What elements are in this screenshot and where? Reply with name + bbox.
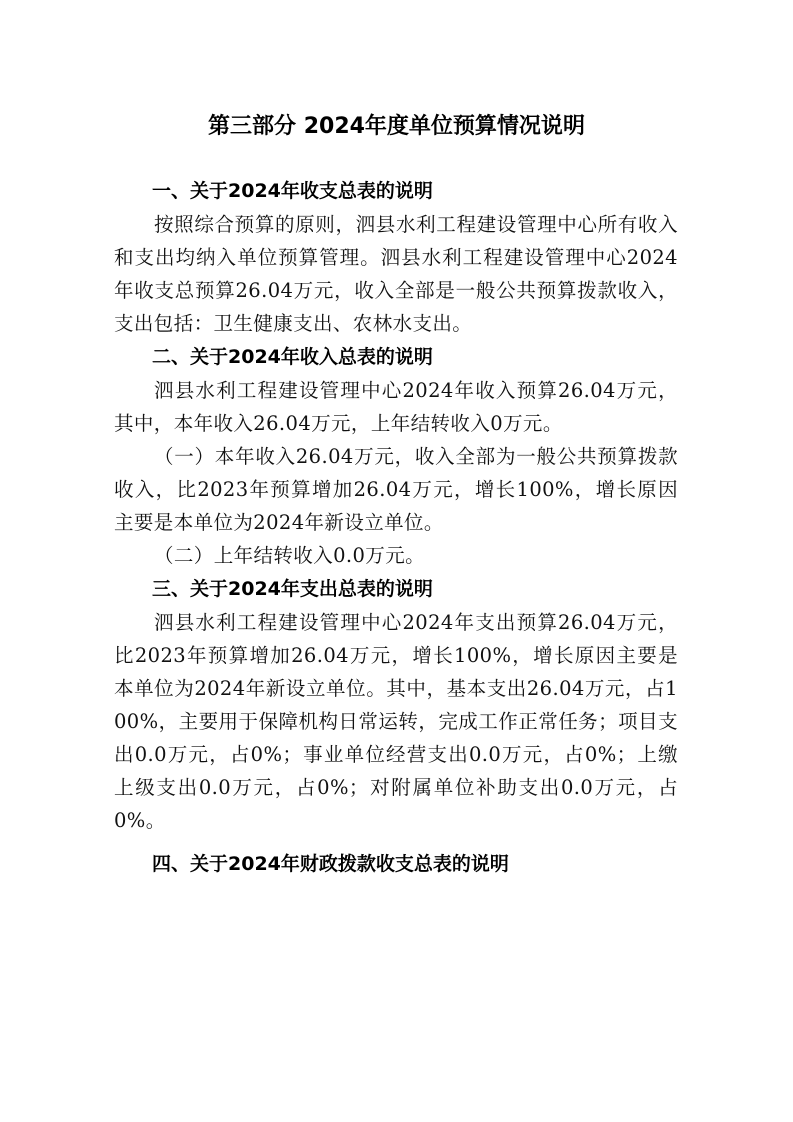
section-heading: 四、关于2024年财政拨款收支总表的说明: [152, 853, 509, 875]
section-paragraph: （二）上年结转收入0.0万元。: [154, 544, 426, 567]
section-heading: 一、关于2024年收支总表的说明: [152, 180, 433, 202]
document-body: [114, 174, 678, 881]
section-paragraph: 泗县水利工程建设管理中心2024年支出预算26.04万元，比2023年预算增加26.04万元，增长100%，增长原因主要是本单位为2024年新设立单位。其中，基本支出26.04万元，占100%，主要用于保障机构日常运转，完成工作正常任务；项目支出0.0万元，占0%；事业单位经营支出0.0万元，占0%；上缴上级支出0.0万元，占0%；对附属单位补助支出0.0万元，占0%。: [114, 611, 678, 832]
section-fiscal-appropriation-summary: [114, 847, 678, 881]
section-paragraph: 按照综合预算的原则，泗县水利工程建设管理中心所有收入和支出均纳入单位预算管理。泗县水利工程建设管理中心2024年收支总预算26.04万元，收入全部是一般公共预算拨款收入，支出包括：卫生健康支出、农林水支出。: [114, 213, 678, 335]
document-title: 第三部分 2024年度单位预算情况说明: [208, 114, 585, 139]
section-paragraph: （一）本年收入26.04万元，收入全部为一般公共预算拨款收入，比2023年预算增加26.04万元，增长100%，增长原因主要是本单位为2024年新设立单位。: [114, 445, 678, 534]
section-heading: 二、关于2024年收入总表的说明: [152, 346, 433, 368]
section-expense-summary: [114, 572, 678, 837]
section-income-summary: [114, 340, 678, 572]
section-income-expense-summary: [114, 174, 678, 340]
section-paragraph: 泗县水利工程建设管理中心2024年收入预算26.04万元，其中，本年收入26.04万元，上年结转收入0万元。: [114, 379, 678, 435]
section-heading: 三、关于2024年支出总表的说明: [152, 578, 433, 600]
